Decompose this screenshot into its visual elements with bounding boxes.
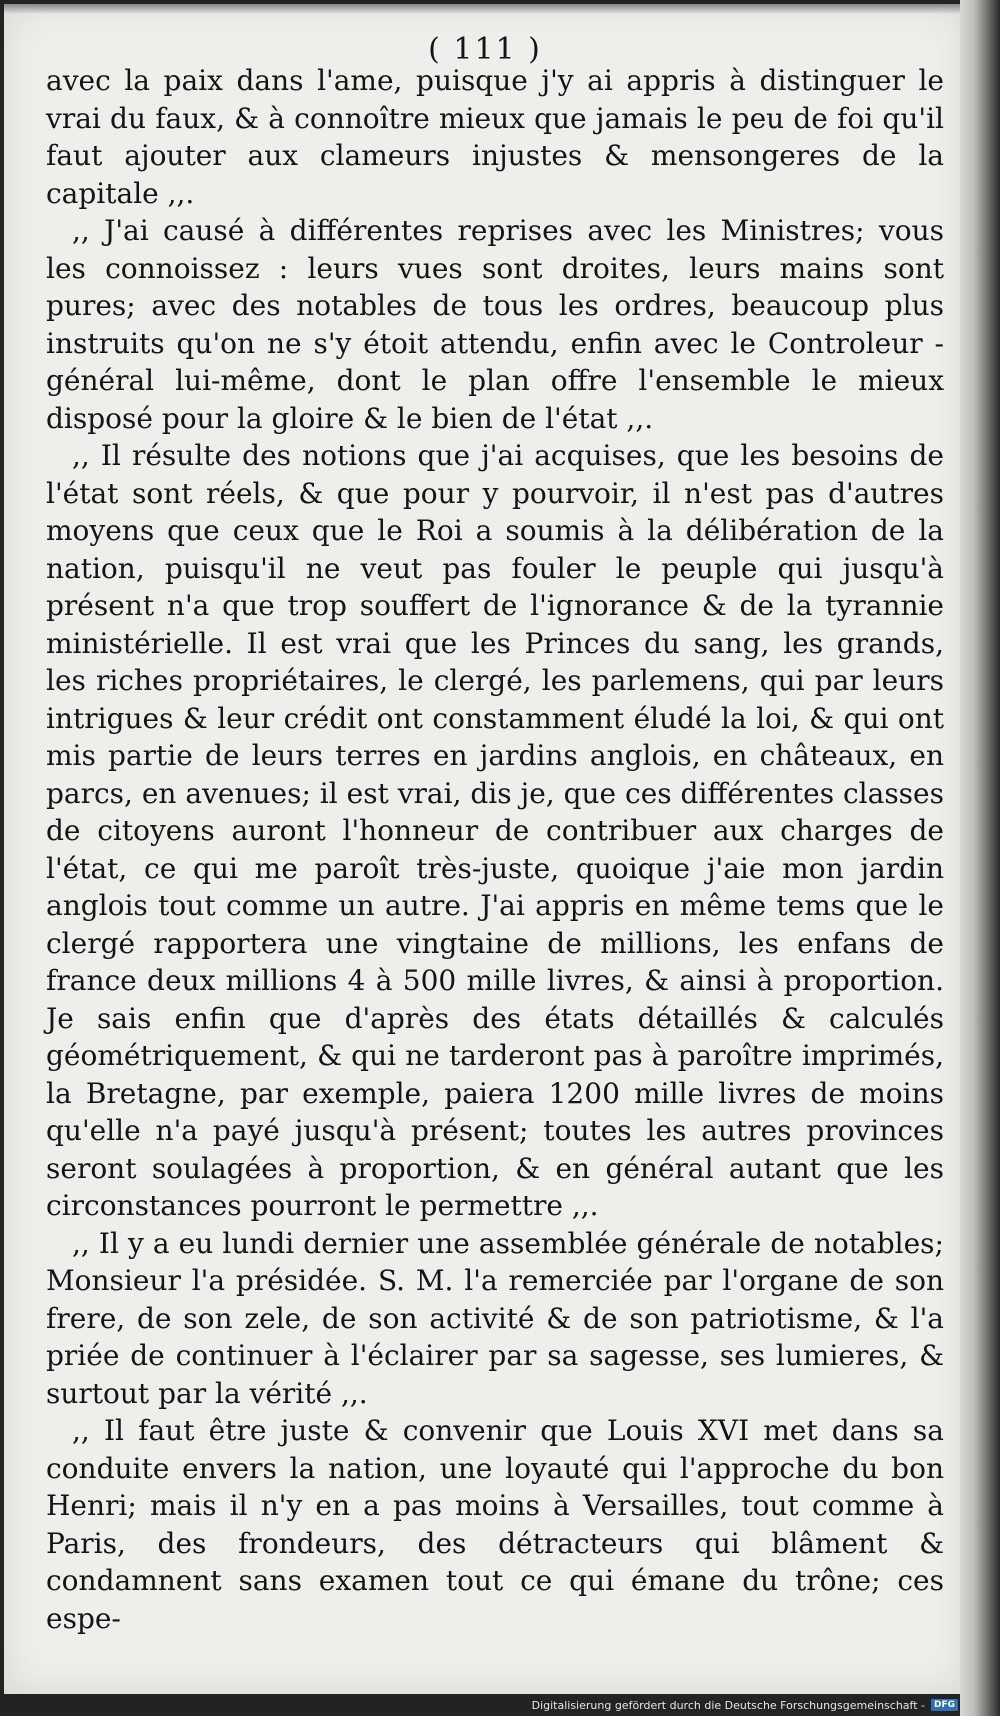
paragraph-2: ,, J'ai causé à différentes reprises avec les Ministres; vous les connoissez : leurs vues sont droites, leurs mains sont pures; avec des notables de tous les ordres, beaucoup plus instruits qu'on ne s'y étoit attendu, enfin avec le Controleur - général lui-même, dont le plan offre l'ensemble le mieux disposé pour la gloire & le bien de l'état ,,. [46, 214, 944, 435]
page-number: ( 111 ) [428, 32, 542, 67]
paragraph-3: ,, Il résulte des notions que j'ai acquises, que les besoins de l'état sont réels, & que pour y pourvoir, il n'est pas d'autres moyens que ceux que le Roi a soumis à la délibération de la nation, puisqu'il ne veut pas fouler le peuple qui jusqu'à présent n'a que trop souffert de l'ignorance & de la tyrannie ministérielle. Il est vrai que les Princes du sang, les grands, les riches propriétaires, le clergé, les parlemens, qui par leurs intrigues & leur crédit ont constamment éludé la loi, & qui ont mis partie de leurs terres en jardins anglois, en châteaux, en parcs, en avenues; il est vrai, dis je, que ces différentes classes de citoyens auront l'honneur de contribuer aux charges de l'état, ce qui me paroît très-juste, quoique j'aie mon jardin anglois tout comme un autre. J'ai appris en même tems que le clergé rapportera une vingtaine de millions, les enfans de france deux millions 4 à 500 mille livres, & ainsi à proportion. Je sais enfin que d'après des états détaillés & calculés géométriquement, & qui ne tarderont pas à paroître imprimés, la Bretagne, par exemple, paiera 1200 mille livres de moins qu'elle n'a payé jusqu'à présent; toutes les autres provinces seront soulagées à proportion, & en général autant que les circonstances pourront le permettre ,,. [46, 439, 944, 1222]
paragraph-4: ,, Il y a eu lundi dernier une assemblée générale de notables; Monsieur l'a présidée. S. M. l'a remerciée par l'organe de son frere, de son zele, de son activité & de son patriotisme, & l'a priée de continuer à l'éclairer par sa sagesse, ses lumieres, & surtout par la vérité ,,. [46, 1226, 944, 1410]
paragraph-1: avec la paix dans l'ame, puisque j'y ai appris à distinguer le vrai du faux, & à connoître mieux que jamais le peu de foi qu'il faut ajouter aux clameurs injustes & mensongeres de la capitale ,,. [46, 64, 944, 210]
dfg-logo-icon: DFG [931, 1699, 958, 1711]
top-edge-shadow [4, 4, 966, 14]
digitization-footer [532, 1694, 958, 1716]
paragraph-5: ,, Il faut être juste & convenir que Louis XVI met dans sa conduite envers la nation, une loyauté qui l'approche du bon Henri; mais il n'y en a pas moins à Versailles, tout comme à Paris, des frondeurs, des détracteurs qui blâment & condamnent sans examen tout ce qui émane du trône; ces espe- [46, 1414, 944, 1635]
book-page [4, 4, 966, 1694]
page-edge [960, 0, 1000, 1716]
body-text [46, 62, 944, 1637]
footer-credit: Digitalisierung gefördert durch die Deutsche Forschungsgemeinschaft - [531, 1698, 925, 1712]
